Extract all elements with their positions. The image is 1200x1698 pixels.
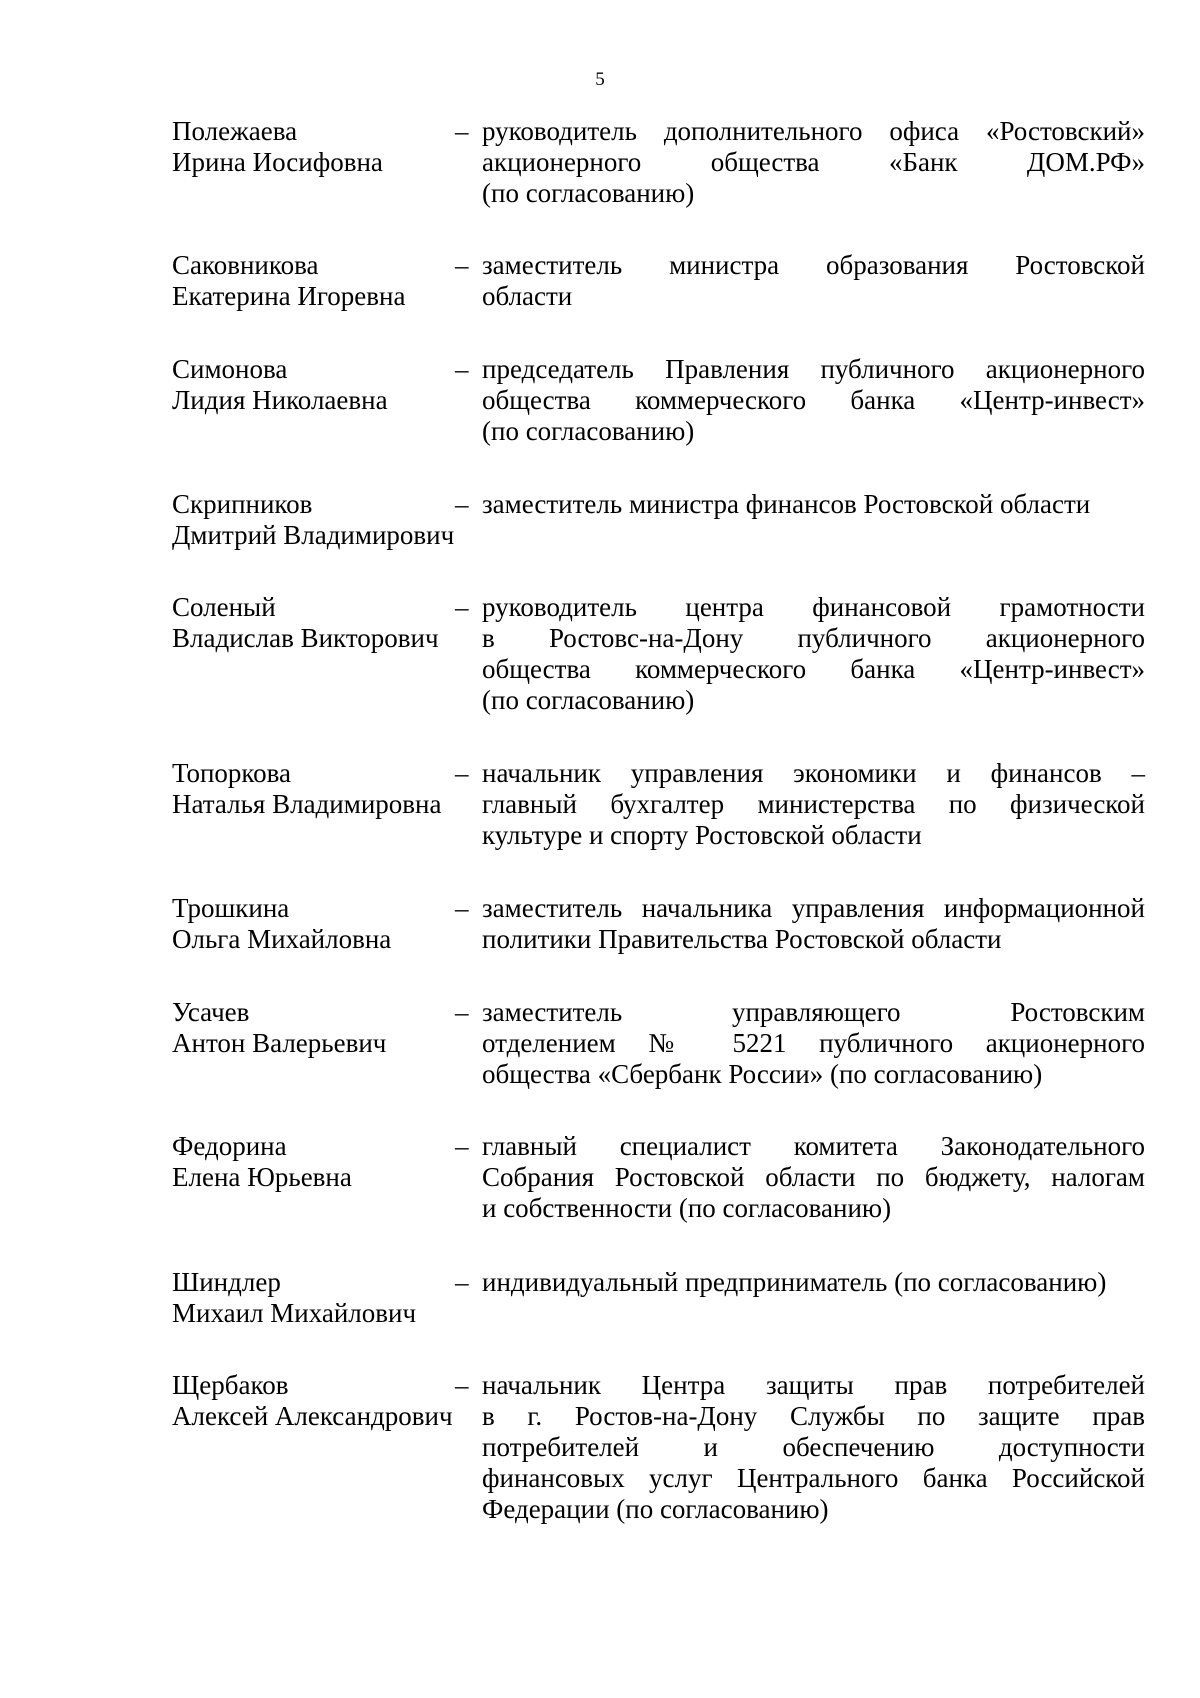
page-number: 5 [595,69,605,90]
position-line: Собрания Ростовской области по бюджету, налогам [482,1162,1145,1192]
member-position [482,1370,1145,1525]
member-surname: Полежаева [172,116,298,146]
position-line: главный специалист комитета Законодательного [482,1131,1145,1161]
position-line: заместитель управляющего Ростовским [482,997,1145,1027]
member-position [482,997,1145,1090]
member-position [482,592,1145,716]
position-line: общества «Сбербанк России» (по согласованию) [482,1059,1043,1089]
member-name [172,116,462,178]
position-line: заместитель начальника управления информационной [482,893,1145,923]
position-line: заместитель министра образования Ростовской [482,250,1145,280]
dash-separator: – [455,1267,469,1297]
position-line: области [482,281,573,311]
position-line: заместитель министра финансов Ростовской области [482,489,1091,519]
member-name [172,893,462,955]
dash-separator: – [455,250,469,280]
member-position [482,250,1145,312]
position-line: (по согласованию) [482,416,695,446]
dash-separator: – [455,758,469,788]
member-position [482,1131,1145,1224]
dash-separator: – [455,116,469,146]
position-line: акционерного общества «Банк ДОМ.РФ» [482,147,1145,177]
position-line: начальник управления экономики и финансов – [482,758,1145,788]
dash-separator: – [455,1131,469,1161]
position-line: начальник Центра защиты прав потребителей [482,1370,1145,1400]
member-position [482,354,1145,447]
dash-separator: – [455,893,469,923]
position-line: председатель Правления публичного акционерного [482,354,1145,384]
member-given-names: Антон Валерьевич [172,1028,387,1058]
member-given-names: Дмитрий Владимирович [172,520,455,550]
member-given-names: Ирина Иосифовна [172,147,383,177]
position-line: Федерации (по согласованию) [482,1494,829,1524]
member-surname: Соленый [172,592,276,622]
member-name [172,354,462,416]
member-given-names: Ольга Михайловна [172,924,392,954]
member-surname: Шиндлер [172,1267,281,1297]
dash-separator: – [455,489,469,519]
position-line: индивидуальный предприниматель (по согласованию) [482,1267,1107,1297]
position-line: (по согласованию) [482,178,695,208]
member-name [172,1267,462,1329]
member-surname: Саковникова [172,250,319,280]
member-position [482,489,1145,520]
position-line: и собственности (по согласованию) [482,1193,892,1223]
member-given-names: Наталья Владимировна [172,789,442,819]
member-surname: Симонова [172,354,288,384]
member-position [482,116,1145,209]
position-line: отделением № 5221 публичного акционерного [482,1028,1145,1058]
position-line: общества коммерческого банка «Центр-инвест» [482,654,1145,684]
dash-separator: – [455,997,469,1027]
position-line: руководитель дополнительного офиса «Ростовский» [482,116,1145,146]
member-surname: Федорина [172,1131,287,1161]
member-given-names: Елена Юрьевна [172,1162,352,1192]
member-given-names: Алексей Александрович [172,1401,453,1431]
position-line: в г. Ростов-на-Дону Службы по защите прав [482,1401,1145,1431]
member-position [482,758,1145,851]
dash-separator: – [455,354,469,384]
member-surname: Топоркова [172,758,292,788]
position-line: главный бухгалтер министерства по физической [482,789,1145,819]
member-surname: Скрипников [172,489,313,519]
member-name [172,1370,462,1432]
member-name [172,489,462,551]
position-line: культуре и спорту Ростовской области [482,820,922,850]
dash-separator: – [455,592,469,622]
member-position [482,1267,1145,1298]
position-line: (по согласованию) [482,685,695,715]
position-line: в Ростовс-на-Дону публичного акционерного [482,623,1145,653]
member-name [172,1131,462,1193]
dash-separator: – [455,1370,469,1400]
position-line: общества коммерческого банка «Центр-инвест» [482,385,1145,415]
position-line: финансовых услуг Центрального банка Российской [482,1463,1145,1493]
member-surname: Трошкина [172,893,290,923]
position-line: политики Правительства Ростовской области [482,924,1002,954]
member-name [172,758,462,820]
member-given-names: Михаил Михайлович [172,1298,417,1328]
member-name [172,997,462,1059]
position-line: потребителей и обеспечению доступности [482,1432,1145,1462]
member-position [482,893,1145,955]
member-name [172,592,462,654]
member-surname: Усачев [172,997,250,1027]
member-name [172,250,462,312]
position-line: руководитель центра финансовой грамотности [482,592,1145,622]
member-given-names: Владислав Викторович [172,623,439,653]
member-surname: Щербаков [172,1370,289,1400]
member-given-names: Екатерина Игоревна [172,281,406,311]
member-given-names: Лидия Николаевна [172,385,388,415]
